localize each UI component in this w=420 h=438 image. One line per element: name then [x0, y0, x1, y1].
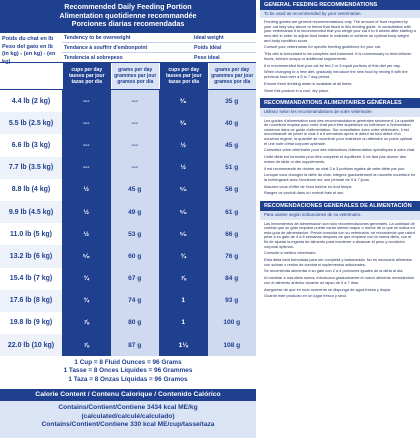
cups-overweight-cell: ½ [62, 179, 111, 201]
weight-cell: 8.8 lb (4 kg) [11, 186, 51, 194]
category-overweight-label: Tendencia al sobrepeso [64, 54, 123, 61]
title-es: Porciones diarias recomendadas [71, 19, 185, 29]
section-paragraph: Ensure fresh drinking water is available at all times. [264, 80, 353, 86]
grams-overweight-cell: --- [111, 134, 160, 156]
grams-overweight-cell: 74 g [111, 290, 160, 312]
cups-header: cups per day tasses par jour tazas por día [159, 63, 208, 89]
category-overweight-label: Tendency to be overweight [64, 34, 131, 41]
cups-ideal-cell: 1 [159, 290, 208, 312]
weight-cell: 19.8 lb (9 kg) [9, 319, 53, 327]
grams-header: grams per day grammes par jour gramos por día [111, 63, 160, 89]
cups-overweight-cell: --- [62, 134, 111, 156]
section-body [260, 117, 420, 202]
grams-ideal-cell: 56 g [208, 179, 257, 201]
section-paragraph: Al cambiar a una dieta nueva, introduzca gradualmente el nuevo alimento mezclándolo con el alimento anterior durante un lapso de 5 a 7 días. [264, 275, 414, 285]
section-subtitle: To be used as recommended by your veterinarian. [260, 10, 420, 19]
grams-ideal-cell: 100 g [208, 312, 257, 334]
cups-ideal-cell: 1⅛ [159, 334, 208, 356]
category-ideal-label: Ideal weight [194, 34, 224, 41]
grams-ideal-cell: 76 g [208, 245, 257, 267]
grams-overweight-cell: 45 g [111, 179, 160, 201]
cups-overweight-cell: ⅞ [62, 334, 111, 356]
cups-overweight-cell: --- [62, 112, 111, 134]
cups-overweight-cell: ½ [62, 201, 111, 223]
section-paragraph: Consultez votre vétérinaire pour des instructions d'alimentation spécifiques à votre chat. [264, 147, 416, 153]
weight-cell: 11.0 lb (5 kg) [9, 230, 53, 238]
section-paragraph: Il est recommandé de donner au chat 2 à 3 portions égales de cette diète par jour. [264, 165, 406, 171]
recommendation-section [260, 201, 420, 304]
table-row [0, 201, 256, 223]
section-subtitle: Utilisez selon les recommandations de votre vétérinaire. [260, 108, 420, 117]
table-row [0, 268, 256, 290]
table-row [0, 245, 256, 267]
section-paragraph: Consult your veterinarian for specific feeding guidelines for your cat. [264, 44, 381, 50]
grams-overweight-cell: --- [111, 90, 160, 112]
cups-ideal-cell: ¾ [159, 245, 208, 267]
weight-cell: 9.9 lb (4.5 kg) [8, 208, 54, 216]
section-paragraph: Asegúrese de que en todo momento se disponga de agua fresca y limpia. [264, 286, 392, 292]
grams-overweight-cell: 80 g [111, 312, 160, 334]
section-body [260, 18, 420, 98]
cups-ideal-cell: ⁵⁄₈ [159, 179, 208, 201]
grams-ideal-cell: 51 g [208, 157, 257, 179]
cups-ideal-cell: ⅞ [159, 268, 208, 290]
table-row [0, 334, 256, 356]
grams-overweight-cell: 67 g [111, 268, 160, 290]
grams-header: grams per day grammes par jour gramos por día [208, 63, 257, 89]
section-body [260, 220, 420, 305]
section-paragraph: Guarde este producto en un lugar fresco y seco. [264, 293, 348, 299]
grams-ideal-cell: 84 g [208, 268, 257, 290]
grams-overweight-cell: 87 g [111, 334, 160, 356]
grams-overweight-cell: 53 g [111, 223, 160, 245]
section-paragraph: Assurez-vous d'offrir de l'eau fraîche en tout temps. [264, 183, 353, 189]
cups-ideal-cell: ³⁄₈ [159, 112, 208, 134]
cups-ideal-cell: ⁵⁄₈ [159, 201, 208, 223]
section-title: RECOMMANDATIONS ALIMENTAIRES GÉNÉRALES [260, 98, 420, 108]
grams-overweight-cell: --- [111, 112, 160, 134]
section-paragraph: Se recomienda alimentar a su gato con 2 a 4 porciones iguales de la dieta al día. [264, 268, 404, 274]
cups-overweight-cell: ¾ [62, 268, 111, 290]
recommendations-panel [256, 0, 420, 420]
grams-ideal-cell: 45 g [208, 134, 257, 156]
weight-cell: 7.7 lb (3.5 kg) [8, 164, 54, 172]
table-row [0, 179, 256, 201]
cups-ideal-cell: ½ [159, 134, 208, 156]
grams-overweight-cell: --- [111, 157, 160, 179]
weight-cell: 4.4 lb (2 kg) [11, 97, 51, 105]
weight-cell: 6.6 lb (3 kg) [11, 141, 51, 149]
title-en: Recommended Daily Feeding Portion [64, 2, 192, 11]
cups-header: cups per day tasses par jour tazas por día [62, 63, 111, 89]
section-paragraph: It is recommended that your cat be fed 2 or 3 equal portions of this diet per day. [264, 62, 401, 68]
calorie-content: Contains/Contient/Contiene 3434 kcal ME/kg (calculated/calculé/calculado) Contains/Contient/Contiene 330 kcal ME/cup/tasse/taza [0, 401, 256, 438]
unit-header-row [0, 63, 256, 90]
cups-overweight-cell: ⅞ [62, 312, 111, 334]
cups-ideal-cell: ³⁄₈ [159, 90, 208, 112]
category-overweight-label: Tendance à souffrir d'embonpoint [64, 44, 148, 51]
weight-cell: 13.2 lb (6 kg) [9, 252, 53, 260]
grams-ideal-cell: 61 g [208, 201, 257, 223]
grams-overweight-cell: 49 g [111, 201, 160, 223]
feeding-rows [0, 90, 256, 356]
cups-ideal-cell: ½ [159, 157, 208, 179]
grams-ideal-cell: 66 g [208, 223, 257, 245]
cups-overweight-cell: --- [62, 90, 111, 112]
section-paragraph: When changing to a new diet, gradually introduce the new food by mixing it with the previous food over a 5 to 7 day period. [264, 69, 408, 79]
section-paragraph: Feeding guides are general recommendations only. The amount of food required by your cat may vary above or below that listed in this feeding guide. In consultation with your veterinarian it is recommended that you weigh your cat 4 to 6 weeks after starting a new diet in order to adjust food intake to maintain or achieve an optimal body weight and body condition score. [264, 19, 416, 43]
weight-column-header: Weight of cat in lb Poids du chat en lb Peso del gato en lb (in kg) - (en kg) - (en kg) [0, 33, 62, 62]
table-row [0, 290, 256, 312]
table-row [0, 223, 256, 245]
section-paragraph: Cette diète est formulée pour être complète et équilibrée. Il ne faut pas donner des restes de table ni des suppléments. [264, 154, 407, 164]
conversion-note: 1 Cup = 8 Fluid Ounces = 96 Grams 1 Tasse = 8 Onces Liquides = 96 Grammes 1 Taza = 8 Onzas Líquidas = 96 Gramos [0, 356, 256, 389]
section-paragraph: Lorsque vous changez la diète du chat, intégrez graduellement la nouvelle nourriture en la mélangeant avec l'ancienne sur une période de 5 à 7 jours. [264, 172, 416, 182]
section-paragraph: Consulte a médico veterinario. [264, 250, 317, 256]
cups-overweight-cell: ⁵⁄₈ [62, 245, 111, 267]
grams-ideal-cell: 93 g [208, 290, 257, 312]
title-fr: Alimentation quotidienne recommandée [59, 10, 197, 20]
table-row [0, 134, 256, 156]
table-row [0, 112, 256, 134]
category-ideal-label: Poids idéal [194, 44, 222, 51]
category-labels [62, 33, 256, 62]
section-title: GENERAL FEEDING RECOMMENDATIONS [260, 0, 420, 10]
table-row [0, 90, 256, 112]
cups-overweight-cell: ½ [62, 223, 111, 245]
section-title: RECOMENDACIONES GENERALES DE ALIMENTACIÓN [260, 201, 420, 211]
section-paragraph: Les guides d'alimentation sont des recommandations générales seulement. La quantité de nourriture requise pour votre chat peut être supérieure ou inférieure à l'information contenue dans ce guide d'alimentation. Sur consultation avec votre vétérinaire, il est recommandé de peser le chat 4 à 6 semaines après le début du tout début d'un nouveau régime, la quantité de nourriture pour maintenir ou atteindre un poids optimal et une note d'état corporel optimale. [264, 117, 415, 146]
table-row [0, 312, 256, 334]
cups-overweight-cell: --- [62, 157, 111, 179]
weight-cell: 22.0 lb (10 kg) [7, 341, 55, 349]
weight-cell: 17.6 lb (8 kg) [9, 297, 53, 305]
category-header-row [0, 28, 256, 66]
section-subtitle: Para usarse según indicaciones de su veterinario. [260, 211, 420, 220]
weight-cell: 5.5 lb (2.5 kg) [8, 119, 54, 127]
section-paragraph: Esta dieta está formulada para ser completa y balanceada. No es necesario alimentar con sobras o restos de comida ni suplementos adicionales. [264, 257, 412, 267]
section-paragraph: Store this product in a cool, dry place. [264, 87, 330, 93]
table-row [0, 157, 256, 179]
grams-ideal-cell: 40 g [208, 112, 257, 134]
cups-ideal-cell: 1 [159, 312, 208, 334]
calorie-header: Calorie Content / Contenu Calorique / Contenido Calórico [0, 389, 256, 401]
grams-ideal-cell: 35 g [208, 90, 257, 112]
weight-cell: 15.4 lb (7 kg) [9, 275, 53, 283]
section-paragraph: Rangez ce produit dans un endroit frais et sec. [264, 190, 345, 196]
cups-overweight-cell: ¾ [62, 290, 111, 312]
category-ideal-label: Peso ideal [194, 54, 220, 61]
grams-ideal-cell: 108 g [208, 334, 257, 356]
recommendation-section [260, 0, 420, 98]
section-paragraph: This diet is formulated to be complete and balanced. It is unnecessary to feed leftover foods, kitchen scraps or additional supplements. [264, 51, 412, 61]
cups-ideal-cell: ⁵⁄₈ [159, 223, 208, 245]
section-paragraph: Las lineamientos de alimentación son sólo recomendaciones generales. La cantidad de comida que su gato requiere puede variar siendo mayor o menor de lo que se indica en esta guía de alimentación. Previa consulta con su veterinario, se recomienda que usted pese a su gato de 4 a 6 semanas después de que empiece con la nueva dieta, con el fin de ajustar la ingesta de alimento para mantener o alcanzar el peso y condición corporal óptimos. [264, 220, 415, 249]
grams-overweight-cell: 60 g [111, 245, 160, 267]
recommendation-section [260, 98, 420, 201]
